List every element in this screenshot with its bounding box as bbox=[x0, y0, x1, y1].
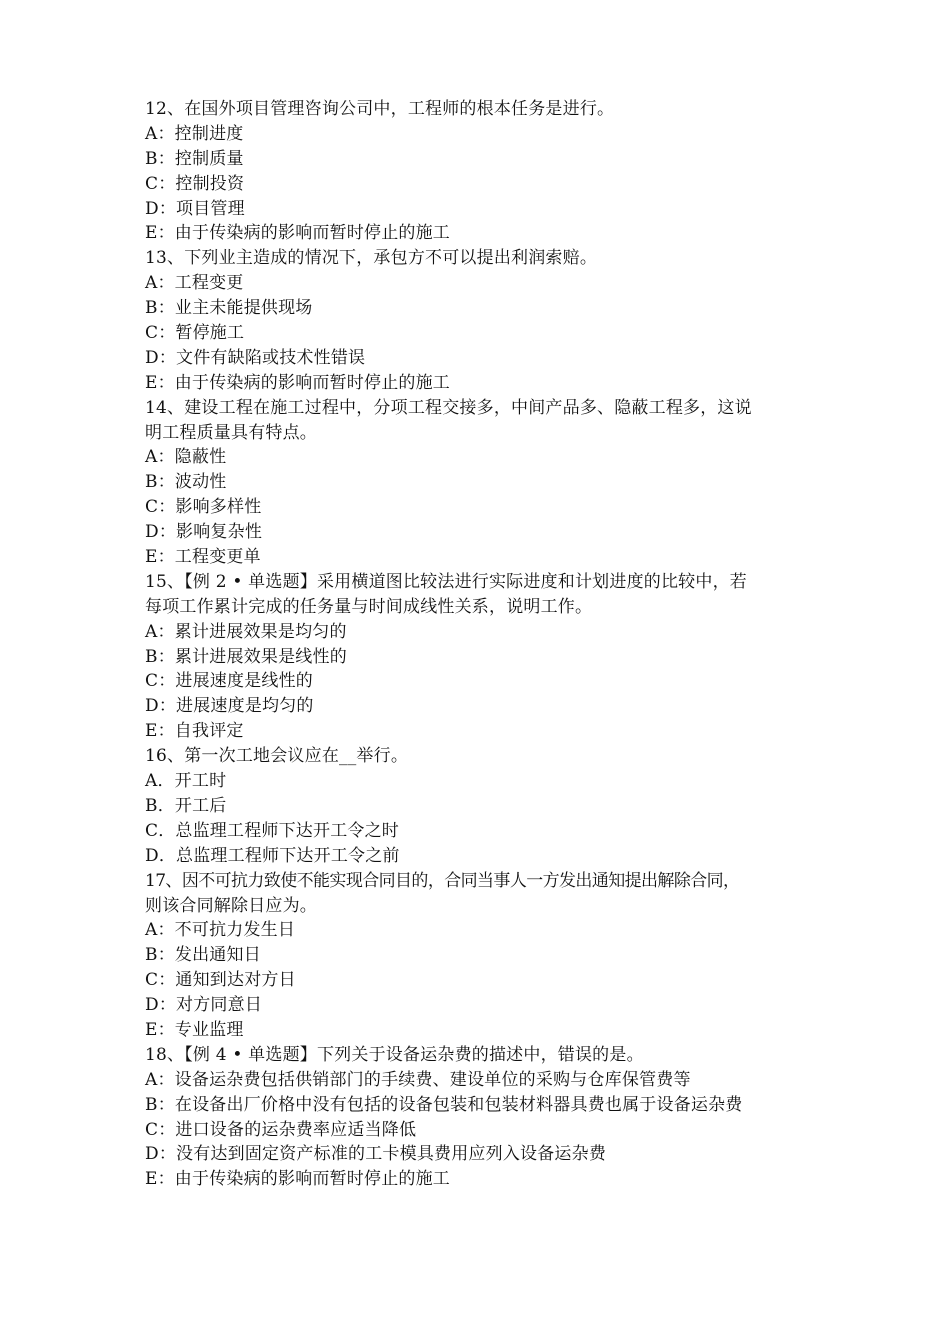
question-stem: 15、【例 2 • 单选题】采用横道图比较法进行实际进度和计划进度的比较中，若 bbox=[145, 571, 747, 592]
question-stem-continued: 每项工作累计完成的任务量与时间成线性关系，说明工作。 bbox=[145, 596, 593, 617]
option-d: D：没有达到固定资产标准的工卡模具费用应列入设备运杂费 bbox=[145, 1144, 607, 1165]
question-stem: 16、第一次工地会议应在__举行。 bbox=[145, 746, 409, 767]
question-stem: 17、因不可抗力致使不能实现合同目的，合同当事人一方发出通知提出解除合同， bbox=[145, 870, 740, 891]
option-d: D：文件有缺陷或技术性错误 bbox=[145, 347, 366, 368]
option-e: E：由于传染病的影响而暂时停止的施工 bbox=[145, 223, 451, 244]
option-d: D：对方同意日 bbox=[145, 995, 263, 1016]
option-a: A：控制进度 bbox=[145, 123, 244, 144]
option-c: C：影响多样性 bbox=[145, 497, 262, 518]
option-e: E：工程变更单 bbox=[145, 547, 261, 568]
option-d: D：影响复杂性 bbox=[145, 522, 263, 543]
option-e: E：由于传染病的影响而暂时停止的施工 bbox=[145, 372, 451, 393]
question-stem-continued: 明工程质量具有特点。 bbox=[145, 422, 317, 443]
question-16 bbox=[145, 744, 815, 868]
question-15 bbox=[145, 570, 815, 744]
option-e: E：专业监理 bbox=[145, 1019, 244, 1040]
question-12 bbox=[145, 97, 815, 246]
option-e: E：自我评定 bbox=[145, 721, 244, 742]
question-14 bbox=[145, 396, 815, 570]
question-17 bbox=[145, 869, 815, 1043]
option-a: A：工程变更 bbox=[145, 273, 244, 294]
question-stem: 18、【例 4 • 单选题】下列关于设备运杂费的描述中，错误的是。 bbox=[145, 1044, 644, 1065]
option-c: C：进展速度是线性的 bbox=[145, 671, 314, 692]
option-a: A．开工时 bbox=[145, 771, 227, 792]
question-stem: 13、下列业主造成的情况下，承包方不可以提出利润索赔。 bbox=[145, 248, 598, 269]
option-a: A：不可抗力发生日 bbox=[145, 920, 296, 941]
option-c: C：进口设备的运杂费率应适当降低 bbox=[145, 1119, 417, 1140]
option-d: D．总监理工程师下达开工令之前 bbox=[145, 845, 400, 866]
option-b: B．开工后 bbox=[145, 795, 227, 816]
question-18 bbox=[145, 1043, 815, 1192]
question-stem-continued: 则该合同解除日应为。 bbox=[145, 895, 317, 916]
option-c: C：通知到达对方日 bbox=[145, 970, 296, 991]
question-13 bbox=[145, 246, 815, 395]
option-c: C．总监理工程师下达开工令之时 bbox=[145, 820, 400, 841]
option-e: E：由于传染病的影响而暂时停止的施工 bbox=[145, 1169, 451, 1190]
option-b: B：控制质量 bbox=[145, 148, 244, 169]
option-a: A：隐蔽性 bbox=[145, 447, 227, 468]
option-d: D：进展速度是均匀的 bbox=[145, 696, 314, 717]
document-page bbox=[145, 97, 815, 1192]
option-b: B：发出通知日 bbox=[145, 945, 261, 966]
option-b: B：累计进展效果是线性的 bbox=[145, 646, 347, 667]
option-a: A：累计进展效果是均匀的 bbox=[145, 621, 347, 642]
option-b: B：业主未能提供现场 bbox=[145, 298, 313, 319]
question-stem: 12、在国外项目管理咨询公司中，工程师的根本任务是进行。 bbox=[145, 99, 615, 119]
option-b: B：在设备出厂价格中没有包括的设备包装和包装材料器具费也属于设备运杂费 bbox=[145, 1094, 743, 1115]
question-stem: 14、建设工程在施工过程中，分项工程交接多，中间产品多、隐蔽工程多，这说 bbox=[145, 397, 752, 418]
option-d: D：项目管理 bbox=[145, 198, 245, 219]
option-c: C：暂停施工 bbox=[145, 323, 245, 344]
option-c: C：控制投资 bbox=[145, 173, 245, 194]
option-a: A：设备运杂费包括供销部门的手续费、建设单位的采购与仓库保管费等 bbox=[145, 1069, 691, 1090]
option-b: B：波动性 bbox=[145, 472, 227, 493]
